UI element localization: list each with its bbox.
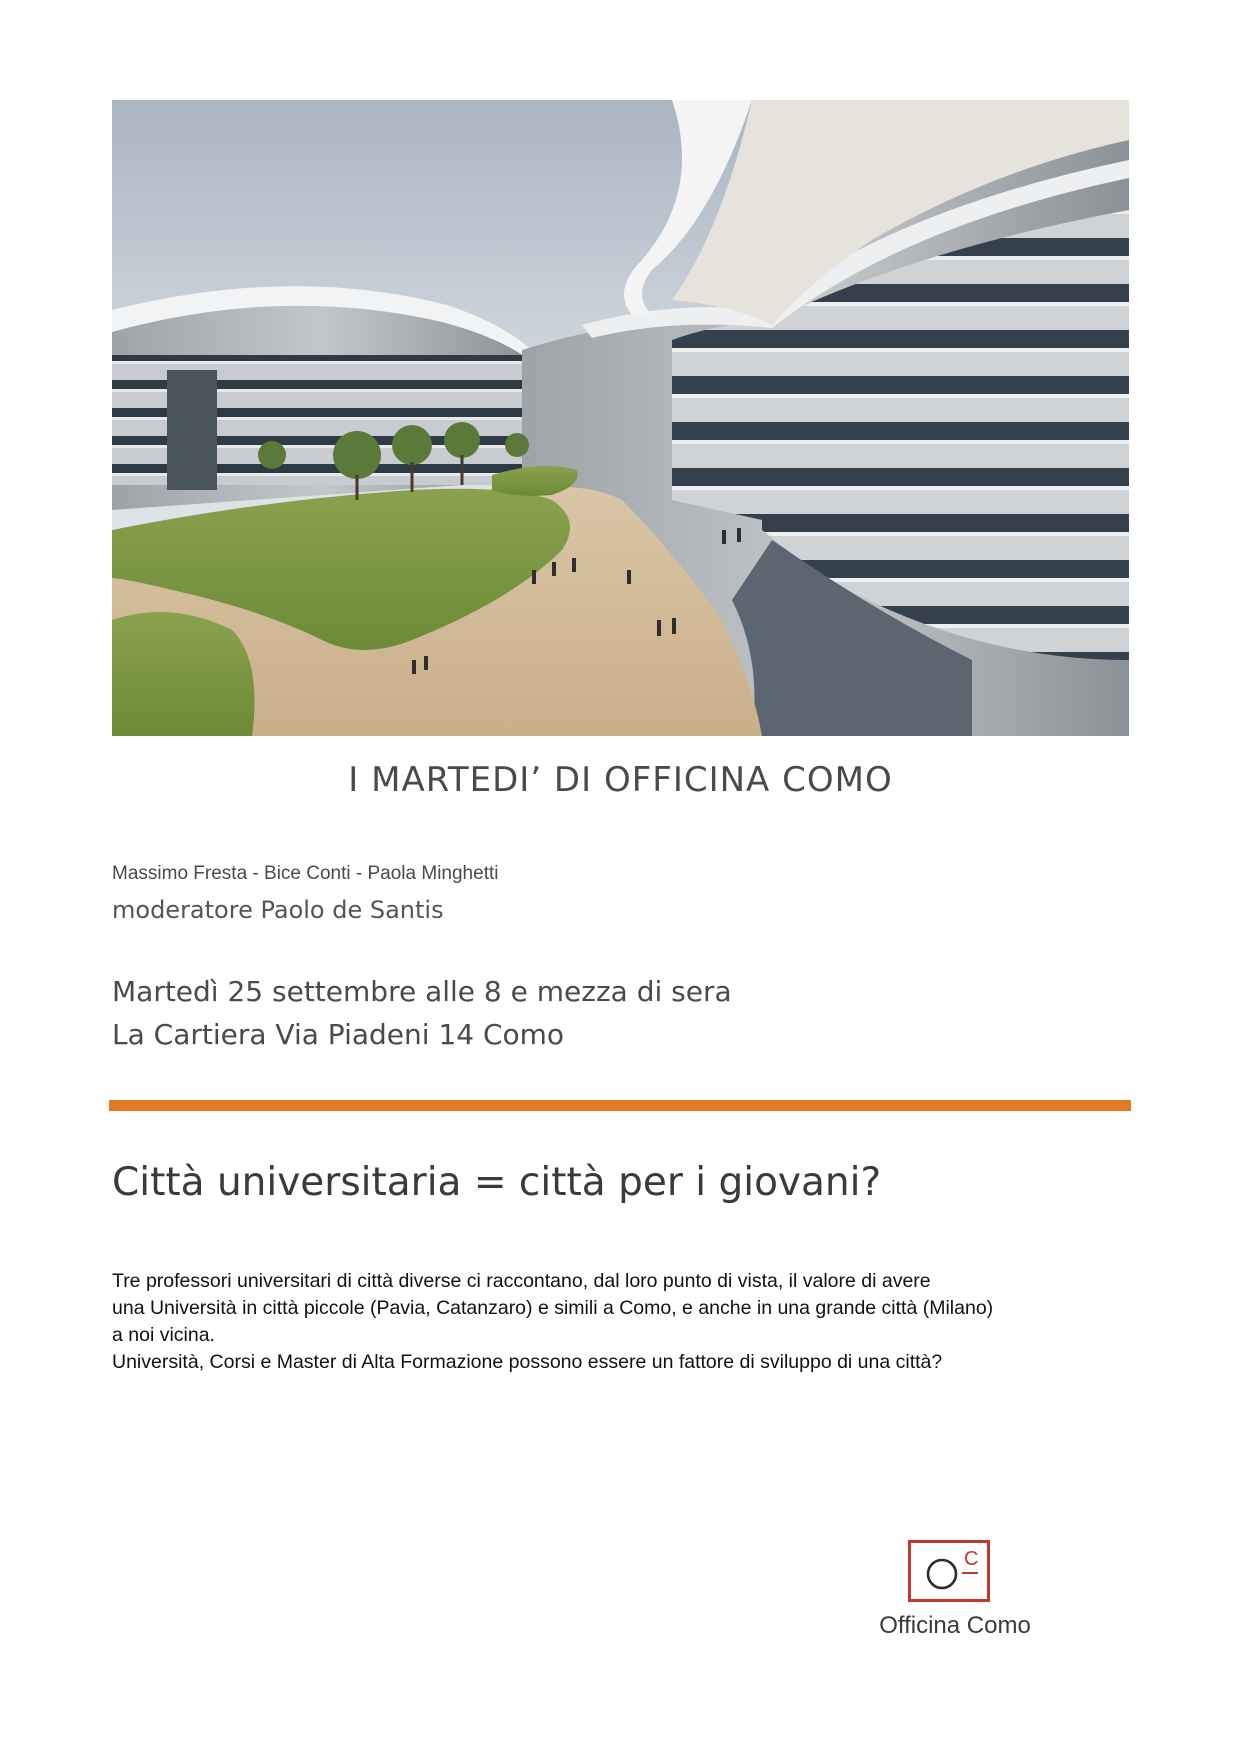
event-series-title: I MARTEDI’ DI OFFICINA COMO: [348, 760, 893, 800]
description-line: a noi vicina.: [112, 1324, 215, 1346]
moderator: moderatore Paolo de Santis: [112, 896, 444, 924]
description-line: una Università in città piccole (Pavia, Catanzaro) e simili a Como, e anche in una grande città (Milano): [112, 1297, 994, 1319]
event-topic-question: Città universitaria = città per i giovani?: [112, 1160, 882, 1205]
officina-como-logo: [855, 1540, 1055, 1650]
campus-photo: [112, 100, 1129, 736]
event-description: [112, 1268, 1112, 1376]
orange-divider: [109, 1100, 1131, 1111]
svg-text:C: C: [964, 1548, 979, 1570]
event-date: Martedì 25 settembre alle 8 e mezza di sera: [112, 975, 732, 1008]
speakers-list: Massimo Fresta - Bice Conti - Paola Minghetti: [112, 863, 499, 884]
officina-como-wordmark: Officina Como: [879, 1612, 1031, 1639]
description-line: Università, Corsi e Master di Alta Formazione possono essere un fattore di sviluppo di una città?: [112, 1351, 943, 1373]
officina-como-logo-mark: [908, 1540, 990, 1602]
event-venue: La Cartiera Via Piadeni 14 Como: [112, 1018, 565, 1051]
description-line: Tre professori universitari di città diverse ci raccontano, dal loro punto di vista, il valore di avere: [112, 1270, 931, 1292]
